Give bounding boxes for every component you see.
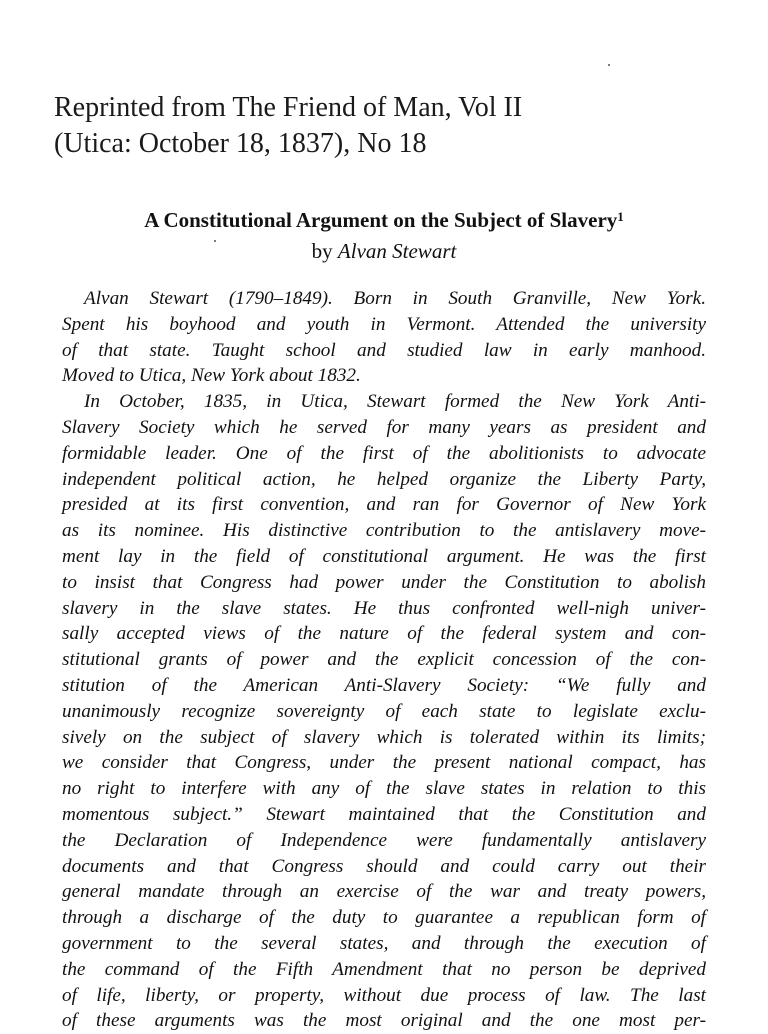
text-line: the command of the Fifth Amendment that no person be deprived — [62, 958, 706, 980]
text-line: documents and that Congress should and could carry out their — [62, 855, 706, 877]
text-line: through a discharge of the duty to guarantee a republican form of — [62, 907, 706, 929]
text-line: stitutional grants of power and the explicit concession of the con- — [62, 649, 706, 671]
byline — [0, 238, 768, 264]
text-line: the Declaration of Independence were fundamentally antislavery — [62, 829, 706, 851]
text-line: Slavery Society which he served for many years as president and — [62, 416, 706, 438]
biographical-note — [62, 286, 706, 1034]
text-line: Spent his boyhood and youth in Vermont. Attended the university — [62, 313, 706, 335]
text-line: sively on the subject of slavery which is tolerated within its limits; — [62, 726, 706, 748]
print-speck — [608, 64, 610, 66]
text-line: government to the several states, and through the execution of — [62, 932, 706, 954]
text-line: presided at its first convention, and ran for Governor of New York — [62, 494, 706, 516]
footnote-marker: 1 — [617, 209, 624, 224]
text-line: slavery in the slave states. He thus confronted well-nigh univer- — [62, 597, 706, 619]
text-line: In October, 1835, in Utica, Stewart formed the New York Anti- — [84, 391, 706, 413]
text-line: of that state. Taught school and studied law in early manhood. — [62, 339, 706, 361]
article-title-text: A Constitutional Argument on the Subject of Slavery — [144, 208, 618, 232]
text-line: Alvan Stewart (1790–1849). Born in South Granville, New York. — [84, 288, 706, 309]
text-line: as its nominee. His distinctive contribution to the antislavery move- — [62, 520, 706, 542]
reprint-header — [54, 90, 522, 162]
text-line: Moved to Utica, New York about 1832. — [62, 365, 361, 387]
byline-prefix: by — [311, 239, 333, 263]
text-line: general mandate through an exercise of the war and treaty powers, — [62, 881, 706, 903]
text-line: of life, liberty, or property, without due process of law. The last — [62, 984, 706, 1006]
text-line: sally accepted views of the nature of the federal system and con- — [62, 623, 706, 645]
text-line: momentous subject.” Stewart maintained that the Constitution and — [62, 803, 706, 825]
author-name: Alvan Stewart — [337, 239, 457, 263]
article-title — [0, 204, 768, 233]
text-line: formidable leader. One of the first of the abolitionists to advocate — [62, 442, 706, 464]
text-line: we consider that Congress, under the present national compact, has — [62, 752, 706, 774]
reprint-header-line: (Utica: October 18, 1837), No 18 — [54, 128, 427, 159]
text-line: of these arguments was the most original and the one most per- — [62, 1010, 706, 1032]
text-line: stitution of the American Anti-Slavery Society: “We fully and — [62, 674, 706, 696]
text-line: ment lay in the field of constitutional argument. He was the first — [62, 545, 706, 567]
text-line: independent political action, he helped organize the Liberty Party, — [62, 468, 706, 490]
reprint-header-line: Reprinted from The Friend of Man, Vol II — [54, 92, 523, 123]
text-line: no right to interfere with any of the slave states in relation to this — [62, 778, 706, 800]
text-line: unanimously recognize sovereignty of each state to legislate exclu- — [62, 700, 706, 722]
text-line: to insist that Congress had power under the Constitution to abolish — [62, 571, 706, 593]
